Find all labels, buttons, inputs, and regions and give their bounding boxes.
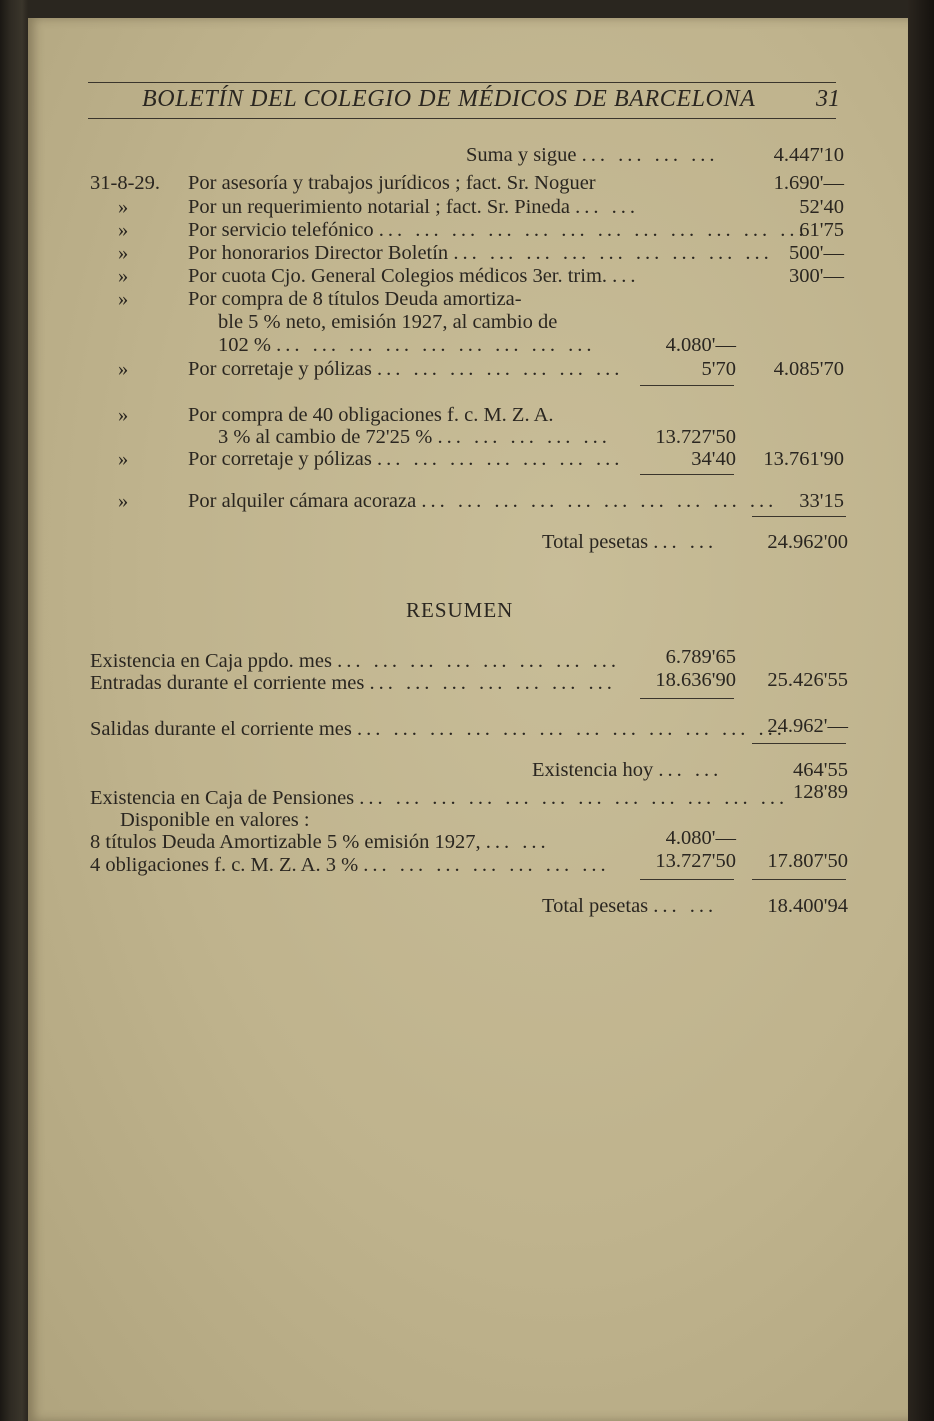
resumen-row-4-label: Existencia hoy ... ... [532, 759, 723, 781]
ditto-mark: » [118, 404, 129, 426]
entry-7-total: 4.085'70 [773, 358, 844, 380]
entry-7-label: Por corretaje y pólizas ... ... ... ... ... ... ... [188, 358, 624, 380]
resumen-total-label: Total pesetas ... ... [542, 895, 718, 917]
ditto-mark: » [118, 288, 129, 310]
total-label: Total pesetas ... ... [542, 531, 718, 553]
entry-6-line-2: ble 5 % neto, emisión 1927, al cambio de [218, 311, 558, 333]
header-rule-bottom [88, 118, 836, 119]
resumen-row-3-total: 24.962'— [767, 715, 848, 737]
page-number: 31 [816, 86, 840, 112]
resumen-row-7-label: 8 títulos Deuda Amortizable 5 % emisión 1927, ... ... [90, 831, 550, 853]
suma-label: Suma y sigue ... ... ... ... [466, 144, 719, 166]
subtotal-rule [640, 474, 734, 475]
subtotal-rule [640, 385, 734, 386]
entry-10-label: Por alquiler cámara acoraza ... ... ... ... ... ... ... ... ... ... [188, 490, 778, 512]
subtotal-rule [640, 698, 734, 699]
total-rule [752, 743, 846, 744]
entry-date: 31-8-29. [90, 172, 161, 194]
total-rule [752, 879, 846, 880]
resumen-title: RESUMEN [406, 598, 514, 622]
entry-3-amount: 61'75 [799, 219, 844, 241]
suma-amount: 4.447'10 [773, 144, 844, 166]
running-header: BOLETÍN DEL COLEGIO DE MÉDICOS DE BARCELONA [142, 86, 756, 112]
resumen-row-1-label: Existencia en Caja ppdo. mes ... ... ... ... ... ... ... ... [90, 650, 620, 672]
ditto-mark: » [118, 265, 129, 287]
ditto-mark: » [118, 358, 129, 380]
entry-2-amount: 52'40 [799, 196, 844, 218]
entry-4-label: Por honorarios Director Boletín ... ... ... ... ... ... ... ... ... [188, 242, 773, 264]
entry-6-line-3: 102 % ... ... ... ... ... ... ... ... ... [218, 334, 596, 356]
entry-8-line-1: Por compra de 40 obligaciones f. c. M. Z. A. [188, 404, 554, 426]
entry-8-amount: 13.727'50 [655, 426, 736, 448]
resumen-row-8-total: 17.807'50 [767, 850, 848, 872]
entry-6-line-1: Por compra de 8 títulos Deuda amortiza- [188, 288, 522, 310]
entry-9-amount: 34'40 [691, 448, 736, 470]
entry-5-amount: 300'— [789, 265, 844, 287]
entry-6-amount: 4.080'— [665, 334, 736, 356]
resumen-row-4-total: 464'55 [793, 759, 848, 781]
subtotal-rule [640, 879, 734, 880]
total-rule [752, 516, 846, 517]
header-rule-top [88, 82, 836, 83]
resumen-row-5-label: Existencia en Caja de Pensiones ... ... ... ... ... ... ... ... ... ... ... ... [90, 787, 789, 809]
entry-7-amount: 5'70 [701, 358, 736, 380]
resumen-row-6-label: Disponible en valores : [120, 809, 310, 831]
resumen-row-1-amount: 6.789'65 [665, 646, 736, 668]
ditto-mark: » [118, 219, 129, 241]
total-amount: 24.962'00 [767, 531, 848, 553]
entry-8-line-2: 3 % al cambio de 72'25 % ... ... ... ... ... [218, 426, 611, 448]
resumen-row-5-total: 128'89 [793, 781, 848, 803]
ditto-mark: » [118, 448, 129, 470]
entry-9-label: Por corretaje y pólizas ... ... ... ... ... ... ... [188, 448, 624, 470]
page-edge [908, 0, 934, 1421]
entry-2-label: Por un requerimiento notarial ; fact. Sr. Pineda ... ... [188, 196, 640, 218]
resumen-total-amount: 18.400'94 [767, 895, 848, 917]
entry-9-total: 13.761'90 [763, 448, 844, 470]
resumen-row-7-amount: 4.080'— [665, 827, 736, 849]
entry-10-amount: 33'15 [799, 490, 844, 512]
ditto-mark: » [118, 490, 129, 512]
resumen-row-2-amount: 18.636'90 [655, 669, 736, 691]
resumen-row-2-total: 25.426'55 [767, 669, 848, 691]
entry-5-label: Por cuota Cjo. General Colegios médicos 3er. trim. ... [188, 265, 640, 287]
resumen-row-2-label: Entradas durante el corriente mes ... ... ... ... ... ... ... [90, 672, 616, 694]
resumen-row-8-label: 4 obligaciones f. c. M. Z. A. 3 % ... ... ... ... ... ... ... [90, 854, 610, 876]
entry-4-amount: 500'— [789, 242, 844, 264]
entry-3-label: Por servicio telefónico ... ... ... ... ... ... ... ... ... ... ... ... [188, 219, 808, 241]
entry-1-amount: 1.690'— [773, 172, 844, 194]
entry-1-label: Por asesoría y trabajos jurídicos ; fact. Sr. Noguer [188, 172, 596, 194]
resumen-row-3-label: Salidas durante el corriente mes ... ... ... ... ... ... ... ... ... ... ... ... [90, 718, 786, 740]
ditto-mark: » [118, 242, 129, 264]
ditto-mark: » [118, 196, 129, 218]
resumen-row-8-amount: 13.727'50 [655, 850, 736, 872]
